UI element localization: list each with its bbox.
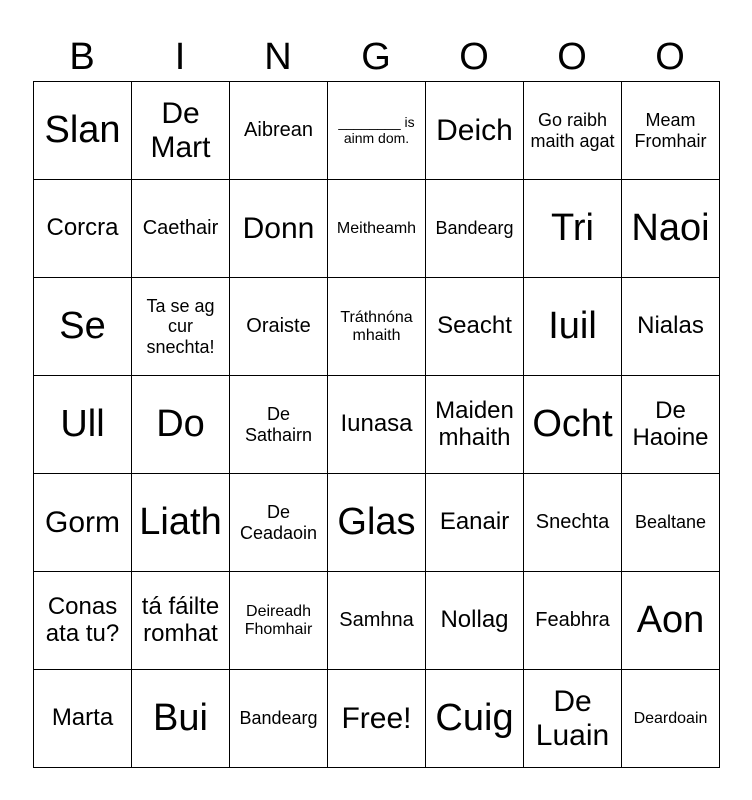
cell-text: Donn <box>242 211 315 245</box>
cell-text: Aon <box>636 599 705 642</box>
bingo-cell[interactable] <box>230 376 328 474</box>
bingo-cell[interactable] <box>34 572 132 670</box>
bingo-cell[interactable] <box>524 474 622 572</box>
cell-text: Bandearg <box>435 218 514 239</box>
bingo-cell[interactable] <box>426 180 524 278</box>
cell-text: ________ is ainm dom. <box>338 113 415 146</box>
bingo-cell[interactable] <box>524 572 622 670</box>
bingo-cell[interactable] <box>328 82 426 180</box>
bingo-cell[interactable] <box>622 572 720 670</box>
bingo-cell[interactable] <box>328 474 426 572</box>
cell-text: Liath <box>139 501 222 544</box>
cell-text: Free! <box>341 701 412 735</box>
bingo-cell[interactable] <box>622 670 720 768</box>
header-letter-o-3: O <box>655 36 685 78</box>
bingo-cell[interactable] <box>34 180 132 278</box>
bingo-cell[interactable] <box>230 572 328 670</box>
cell-text: Maiden mhaith <box>435 396 514 451</box>
bingo-board <box>33 81 720 768</box>
cell-text: Bandearg <box>239 708 318 729</box>
cell-text: Marta <box>51 704 114 732</box>
cell-text: Ull <box>60 403 105 446</box>
bingo-cell[interactable] <box>34 376 132 474</box>
bingo-cell[interactable] <box>426 82 524 180</box>
header-letter-b: B <box>69 36 95 78</box>
cell-text: Iuil <box>548 305 597 348</box>
bingo-cell[interactable] <box>426 572 524 670</box>
bingo-cell[interactable] <box>230 670 328 768</box>
cell-text: Naoi <box>631 207 710 250</box>
cell-text: Deireadh Fhomhair <box>244 602 313 638</box>
cell-text: Deich <box>436 113 513 147</box>
bingo-cell[interactable] <box>524 670 622 768</box>
bingo-cell[interactable] <box>426 376 524 474</box>
header-letter-g: G <box>361 36 391 78</box>
cell-text: Se <box>59 305 106 348</box>
free-cell[interactable] <box>328 670 426 768</box>
bingo-cell[interactable] <box>328 278 426 376</box>
cell-text: Caethair <box>142 217 219 240</box>
bingo-cell[interactable] <box>132 180 230 278</box>
cell-text: Do <box>156 403 205 446</box>
bingo-cell[interactable] <box>328 376 426 474</box>
cell-text: Corcra <box>46 214 119 242</box>
bingo-cell[interactable] <box>132 572 230 670</box>
cell-text: Glas <box>337 501 416 544</box>
bingo-cell[interactable] <box>230 278 328 376</box>
cell-text: Go raibh maith agat <box>530 110 615 151</box>
header-letter-o-2: O <box>557 36 587 78</box>
bingo-cell[interactable] <box>230 180 328 278</box>
cell-text: Feabhra <box>535 609 610 632</box>
cell-text: Bealtane <box>634 512 707 533</box>
cell-text: De Ceadaoin <box>239 502 318 543</box>
cell-text: Ocht <box>532 403 613 446</box>
bingo-cell[interactable] <box>622 278 720 376</box>
cell-text: Tri <box>551 207 594 250</box>
bingo-cell[interactable] <box>34 82 132 180</box>
bingo-cell[interactable] <box>132 82 230 180</box>
bingo-header <box>33 32 719 82</box>
cell-text: Cuig <box>435 697 514 740</box>
cell-text: Nialas <box>637 312 704 340</box>
bingo-cell[interactable] <box>34 278 132 376</box>
bingo-cell[interactable] <box>230 474 328 572</box>
cell-text: De Mart <box>150 96 211 164</box>
bingo-cell[interactable] <box>230 82 328 180</box>
bingo-cell[interactable] <box>622 474 720 572</box>
bingo-cell[interactable] <box>426 670 524 768</box>
cell-text: Slan <box>44 109 121 152</box>
cell-text: Snechta <box>535 511 610 534</box>
cell-text: Deardoain <box>633 709 708 727</box>
bingo-cell[interactable] <box>524 278 622 376</box>
cell-text: Iunasa <box>340 410 413 438</box>
cell-text: Oraiste <box>246 315 311 338</box>
header-letter-o-1: O <box>459 36 489 78</box>
bingo-cell[interactable] <box>132 670 230 768</box>
header-letter-n: N <box>264 36 292 78</box>
bingo-cell[interactable] <box>524 82 622 180</box>
cell-text: De Sathairn <box>244 404 313 445</box>
bingo-cell[interactable] <box>524 376 622 474</box>
bingo-cell[interactable] <box>34 474 132 572</box>
bingo-cell[interactable] <box>524 180 622 278</box>
cell-text: Conas ata tu? <box>45 592 120 647</box>
cell-text: De Luain <box>535 684 610 752</box>
bingo-cell[interactable] <box>132 474 230 572</box>
bingo-cell[interactable] <box>622 82 720 180</box>
cell-text: Tráthnóna mhaith <box>340 308 413 344</box>
cell-text: Aibrean <box>244 119 313 142</box>
cell-text: De Haoine <box>632 396 709 451</box>
bingo-cell[interactable] <box>622 376 720 474</box>
cell-text: Meitheamh <box>336 219 417 237</box>
cell-text: Seacht <box>437 312 512 340</box>
cell-text: tá fáilte romhat <box>141 592 220 647</box>
bingo-cell[interactable] <box>622 180 720 278</box>
bingo-cell[interactable] <box>328 180 426 278</box>
bingo-cell[interactable] <box>426 278 524 376</box>
cell-text: Samhna <box>339 609 414 632</box>
cell-text: Bui <box>153 697 208 740</box>
header-letter-i: I <box>174 36 186 78</box>
cell-text: Eanair <box>439 508 510 536</box>
cell-text: Gorm <box>45 505 120 539</box>
bingo-cell[interactable] <box>132 376 230 474</box>
cell-text: Ta se ag cur snechta! <box>146 296 215 357</box>
bingo-cell[interactable] <box>328 572 426 670</box>
bingo-cell[interactable] <box>132 278 230 376</box>
bingo-cell[interactable] <box>426 474 524 572</box>
bingo-cell[interactable] <box>34 670 132 768</box>
cell-text: Meam Fromhair <box>634 110 707 151</box>
cell-text: Nollag <box>440 606 509 634</box>
